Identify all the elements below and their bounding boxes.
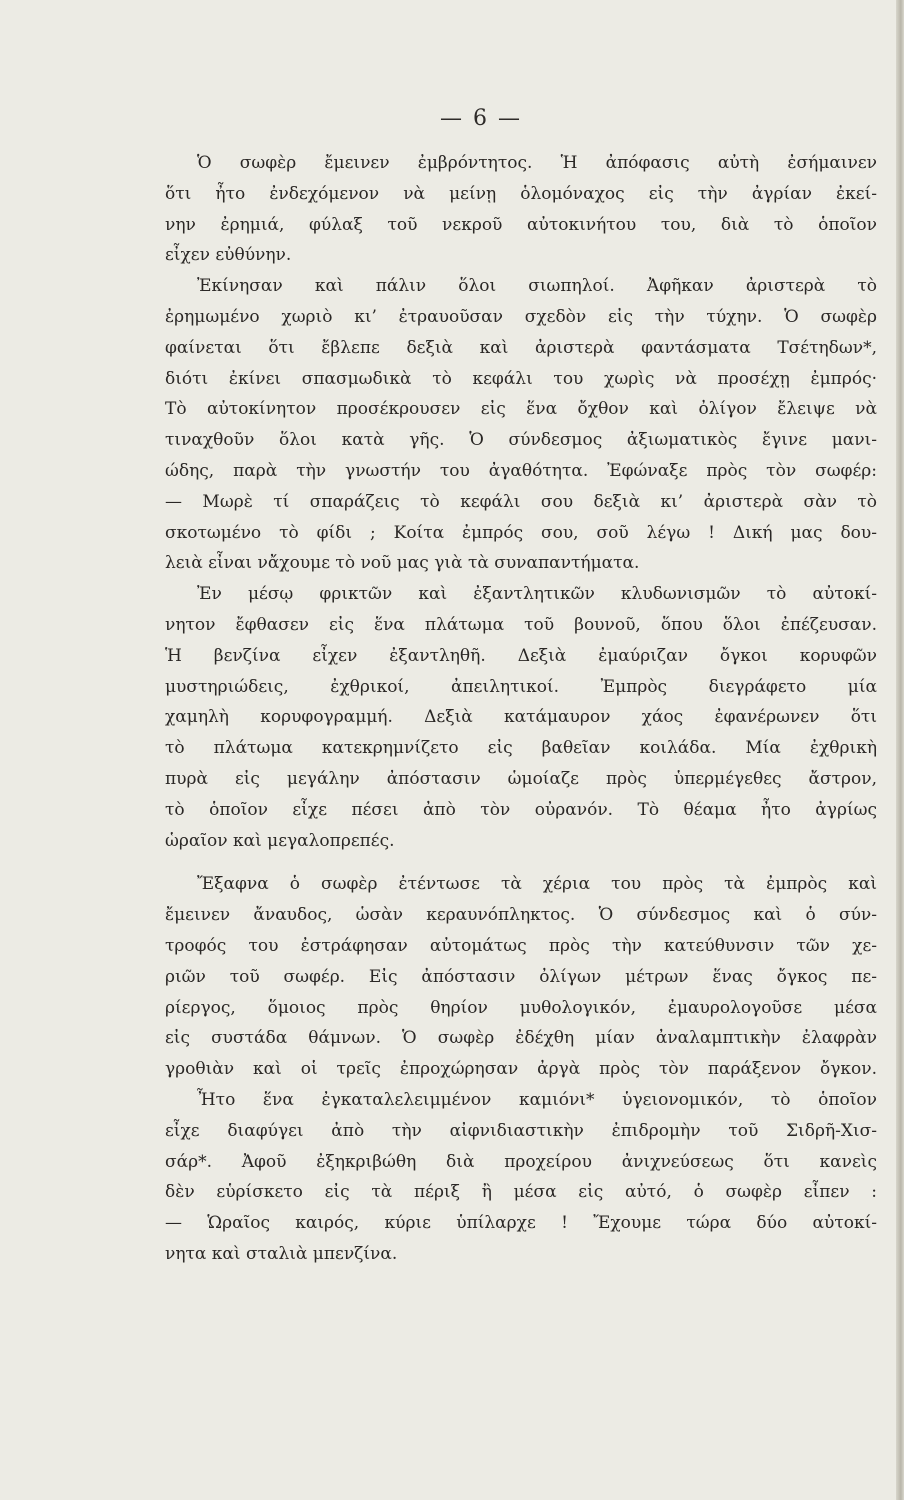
dialogue-line: — Ὡραῖος καιρός, κύριε ὑπίλαρχε ! Ἔχουμε τώρα δύο αὐτοκί-: [165, 1213, 877, 1234]
text-line: ὅτι ἦτο ἐνδεχόμενον νὰ μείνῃ ὁλομόναχος εἰς τὴν ἀγρίαν ἐκεί-: [165, 183, 877, 204]
text-line: Ἐκίνησαν καὶ πάλιν ὅλοι σιωπηλοί. Ἀφῆκαν ἀριστερὰ τὸ: [197, 276, 877, 297]
text-line: σάρ*. Ἀφοῦ ἐξηκριβώθη διὰ προχείρου ἀνιχνεύσεως ὅτι κανεὶς: [165, 1151, 877, 1172]
text-line: φαίνεται ὅτι ἔβλεπε δεξιὰ καὶ ἀριστερὰ φαντάσματα Τσέτηδων*,: [165, 337, 877, 358]
text-line: Ὁ σωφὲρ ἔμεινεν ἐμβρόντητος. Ἡ ἀπόφασις αὐτὴ ἐσήμαινεν: [197, 153, 877, 173]
text-line: τροφός του ἐστράφησαν αὐτομάτως πρὸς τὴν κατεύθυνσιν τῶν χε-: [165, 935, 877, 956]
text-line: Ἦτο ἕνα ἐγκαταλελειμμένον καμιόνι* ὑγειονομικόν, τὸ ὁποῖον: [197, 1089, 877, 1110]
page-spine-edge: [896, 0, 904, 1500]
text-line: ἔμεινεν ἄναυδος, ὡσὰν κεραυνόπληκτος. Ὁ σύνδεσμος καὶ ὁ σύν-: [165, 905, 877, 926]
text-line: εἶχε διαφύγει ἀπὸ τὴν αἰφνιδιαστικὴν ἐπιδρομὴν τοῦ Σιδρῆ-Χισ-: [165, 1120, 877, 1141]
paragraph-4: [165, 869, 877, 1269]
text-line: τὸ ὁποῖον εἶχε πέσει ἀπὸ τὸν οὐρανόν. Τὸ θέαμα ἦτο ἀγρίως: [165, 799, 877, 820]
dialogue-line: — Μωρὲ τί σπαράζεις τὸ κεφάλι σου δεξιὰ κι’ ἀριστερὰ σὰν τὸ: [165, 491, 877, 512]
text-line: ριῶν τοῦ σωφέρ. Εἰς ἀπόστασιν ὀλίγων μέτρων ἕνας ὄγκος πε-: [165, 966, 877, 987]
text-line: νην ἐρημιά, φύλαξ τοῦ νεκροῦ αὐτοκινήτου του, διὰ τὸ ὁποῖον: [165, 214, 877, 235]
text-line: χαμηλὴ κορυφογραμμή. Δεξιὰ κατάμαυρον χάος ἐφανέρωνεν ὅτι: [165, 707, 877, 728]
text-line: νητον ἔφθασεν εἰς ἕνα πλάτωμα τοῦ βουνοῦ, ὅπου ὅλοι ἐπέζευσαν.: [165, 614, 877, 635]
paragraph-1: [165, 148, 877, 271]
text-line: Ἡ βενζίνα εἶχεν ἐξαντληθῆ. Δεξιὰ ἐμαύριζαν ὄγκοι κορυφῶν: [165, 645, 877, 666]
text-line: Ἐν μέσῳ φρικτῶν καὶ ἐξαντλητικῶν κλυδωνισμῶν τὸ αὐτοκί-: [197, 584, 877, 605]
paragraph-3: [165, 579, 877, 856]
text-line: διότι ἐκίνει σπασμωδικὰ τὸ κεφάλι του χωρὶς νὰ προσέχῃ ἐμπρός·: [165, 368, 877, 389]
text-line: σκοτωμένο τὸ φίδι ; Κοίτα ἐμπρός σου, σοῦ λέγω ! Δική μας δου-: [165, 522, 877, 543]
text-line: πυρὰ εἰς μεγάλην ἀπόστασιν ὡμοίαζε πρὸς ὑπερμέγεθες ἄστρον,: [165, 768, 877, 789]
text-line: γροθιὰν καὶ οἱ τρεῖς ἐπροχώρησαν ἀργὰ πρὸς τὸν παράξενον ὄγκον.: [165, 1059, 877, 1080]
text-line: λειὰ εἶναι νἄχουμε τὸ νοῦ μας γιὰ τὰ συναπαντήματα.: [165, 553, 640, 574]
body-text: [165, 148, 877, 1270]
text-line: ρίεργος, ὅμοιος πρὸς θηρίον μυθολογικόν, ἐμαυρολογοῦσε μέσα: [165, 997, 877, 1018]
text-line: τὸ πλάτωμα κατεκρημνίζετο εἰς βαθεῖαν κοιλάδα. Μία ἐχθρικὴ: [165, 738, 877, 759]
text-line: ἐρημωμένο χωριὸ κι’ ἐτραυοῦσαν σχεδὸν εἰς τὴν τύχην. Ὁ σωφὲρ: [165, 306, 877, 327]
text-line: μυστηριώδεις, ἐχθρικοί, ἀπειλητικοί. Ἐμπρὸς διεγράφετο μία: [165, 676, 877, 697]
page-number: — 6 —: [440, 106, 522, 131]
paragraph-2: [165, 271, 877, 579]
text-line: νητα καὶ σταλιὰ μπενζίνα.: [165, 1243, 398, 1264]
paragraph-gap: [165, 856, 877, 869]
text-line: εἶχεν εὐθύνην.: [165, 245, 292, 266]
text-line: εἰς συστάδα θάμνων. Ὁ σωφὲρ ἐδέχθη μίαν ἀναλαμπτικὴν ἐλαφρὰν: [165, 1028, 877, 1049]
text-line: τιναχθοῦν ὅλοι κατὰ γῆς. Ὁ σύνδεσμος ἀξιωματικὸς ἔγινε μανι-: [165, 430, 877, 451]
text-line: ώδης, παρὰ τὴν γνωστήν του ἀγαθότητα. Ἐφώναξε πρὸς τὸν σωφέρ:: [165, 460, 877, 481]
text-line: Ἔξαφνα ὁ σωφὲρ ἐτέντωσε τὰ χέρια του πρὸς τὰ ἐμπρὸς καὶ: [197, 874, 877, 895]
text-line: δὲν εὑρίσκετο εἰς τὰ πέριξ ἢ μέσα εἰς αὐτό, ὁ σωφὲρ εἶπεν :: [165, 1182, 877, 1203]
text-line: Τὸ αὐτοκίνητον προσέκρουσεν εἰς ἕνα ὄχθον καὶ ὀλίγον ἔλειψε νὰ: [165, 399, 877, 420]
text-line: ὡραῖον καὶ μεγαλοπρεπές.: [165, 830, 395, 851]
